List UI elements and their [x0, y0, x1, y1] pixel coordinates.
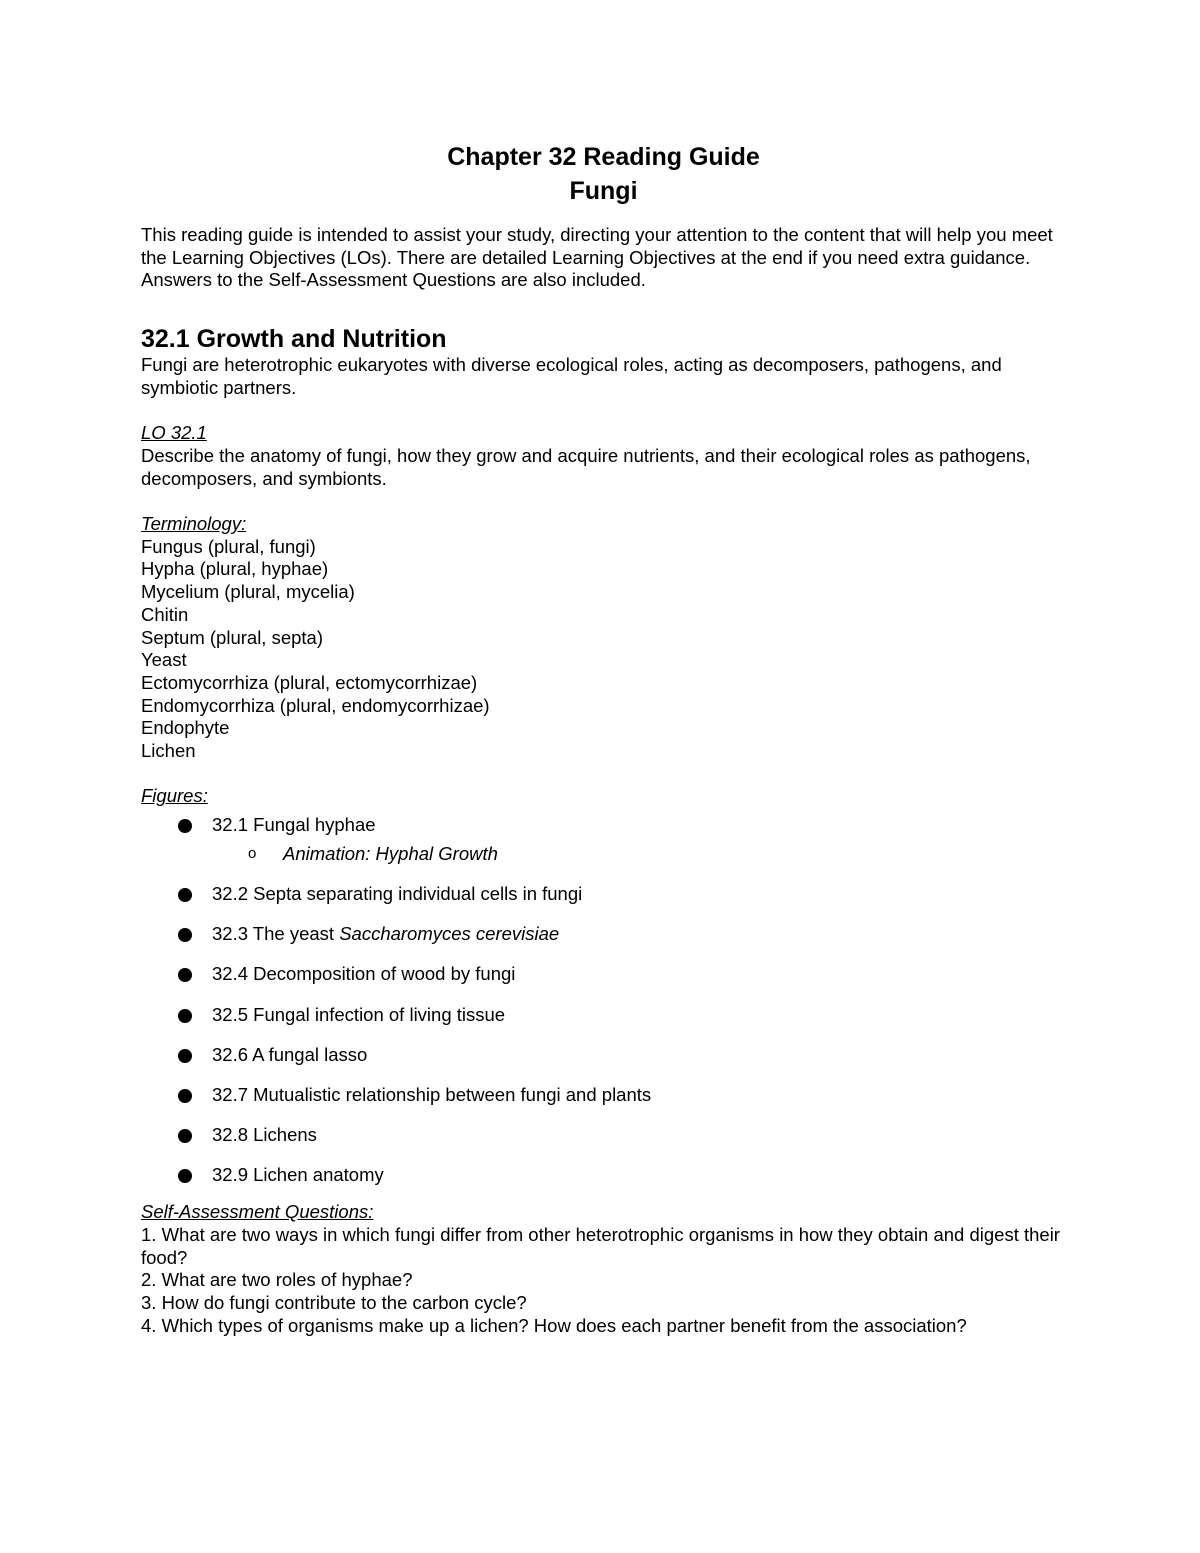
bullet-icon [178, 1009, 192, 1023]
figure-item [141, 1164, 1066, 1187]
lo-text: Describe the anatomy of fungi, how they grow and acquire nutrients, and their ecological roles as pathogens, decomposers, and symbionts. [141, 444, 1031, 489]
bullet-icon [178, 968, 192, 982]
lo-label-text: LO 32.1 [141, 422, 207, 444]
lo-label [141, 422, 1066, 445]
term-item: Mycelium (plural, mycelia) [141, 581, 355, 603]
term-item: Chitin [141, 603, 189, 625]
figure-label: 32.7 Mutualistic relationship between fungi and plants [212, 1084, 652, 1106]
figure-item [141, 1004, 1066, 1027]
figure-item [141, 923, 1066, 946]
term-item: Yeast [141, 649, 187, 671]
bullet-icon [178, 1049, 192, 1063]
figure-item [141, 883, 1066, 906]
document-title [141, 140, 1066, 208]
terminology-label-text: Terminology: [141, 513, 247, 534]
terminology-label [141, 513, 1066, 536]
question-item: 3. How do fungi contribute to the carbon cycle? [141, 1291, 527, 1313]
figure-label: 32.2 Septa separating individual cells in fungi [212, 883, 583, 905]
figure-label: 32.9 Lichen anatomy [212, 1164, 384, 1186]
intro-paragraph: This reading guide is intended to assist your study, directing your attention to the content that will help you meet the Learning Objectives (LOs). There are detailed Learning Objectives at the end if you need extra guidance. Answers to the Self-Assessment Questions are also included. [141, 224, 1053, 291]
figure-item [141, 1044, 1066, 1067]
figures-list [141, 814, 1066, 1187]
title-line-2: Fungi [569, 177, 638, 205]
questions-label-text: Self-Assessment Questions: [141, 1201, 374, 1223]
figure-sublist [212, 843, 1066, 866]
species-name: Saccharomyces cerevisiae [339, 923, 560, 945]
question-item: 4. Which types of organisms make up a lichen? How does each partner benefit from the association? [141, 1314, 967, 1336]
term-item: Endomycorrhiza (plural, endomycorrhizae) [141, 694, 490, 716]
figure-item [141, 1124, 1066, 1147]
figure-label: 32.4 Decomposition of wood by fungi [212, 963, 516, 985]
question-item: 1. What are two ways in which fungi differ from other heterotrophic organisms in how they obtain and digest their food? [141, 1223, 1060, 1268]
figure-label: 32.8 Lichens [212, 1124, 317, 1146]
figure-item [141, 1084, 1066, 1107]
term-item: Hypha (plural, hyphae) [141, 558, 329, 580]
figure-item [141, 963, 1066, 986]
figure-label: 32.1 Fungal hyphae [212, 814, 376, 836]
figures-label-text: Figures: [141, 785, 208, 807]
bullet-icon [178, 888, 192, 902]
terminology-list [141, 536, 1066, 763]
figure-label-prefix: 32.3 The yeast [212, 923, 340, 945]
figures-label [141, 785, 1066, 808]
circle-bullet-icon: o [248, 844, 257, 862]
term-item: Septum (plural, septa) [141, 626, 324, 648]
bullet-icon [178, 1129, 192, 1143]
questions-label [141, 1201, 1066, 1224]
questions-block [141, 1201, 1066, 1337]
document-page [141, 140, 1066, 1337]
figure-subitem [212, 843, 1066, 866]
question-item: 2. What are two roles of hyphae? [141, 1269, 413, 1291]
figure-item [141, 814, 1066, 865]
section-summary: Fungi are heterotrophic eukaryotes with diverse ecological roles, acting as decomposers, pathogens, and symbiotic partners. [141, 354, 1002, 398]
figure-label: 32.5 Fungal infection of living tissue [212, 1003, 506, 1025]
bullet-icon [178, 1169, 192, 1183]
term-item: Lichen [141, 740, 196, 762]
spacer [141, 490, 1066, 513]
term-item: Fungus (plural, fungi) [141, 535, 316, 557]
bullet-icon [178, 819, 192, 833]
spacer [141, 763, 1066, 786]
title-line-1: Chapter 32 Reading Guide [447, 143, 760, 171]
term-item: Endophyte [141, 717, 230, 739]
figure-label: 32.6 A fungal lasso [212, 1043, 368, 1065]
term-item: Ectomycorrhiza (plural, ectomycorrhizae) [141, 671, 478, 693]
bullet-icon [178, 928, 192, 942]
spacer [141, 400, 1066, 423]
animation-label: Animation: Hyphal Growth [283, 842, 498, 864]
bullet-icon [178, 1089, 192, 1103]
section-heading: 32.1 Growth and Nutrition [141, 325, 447, 354]
